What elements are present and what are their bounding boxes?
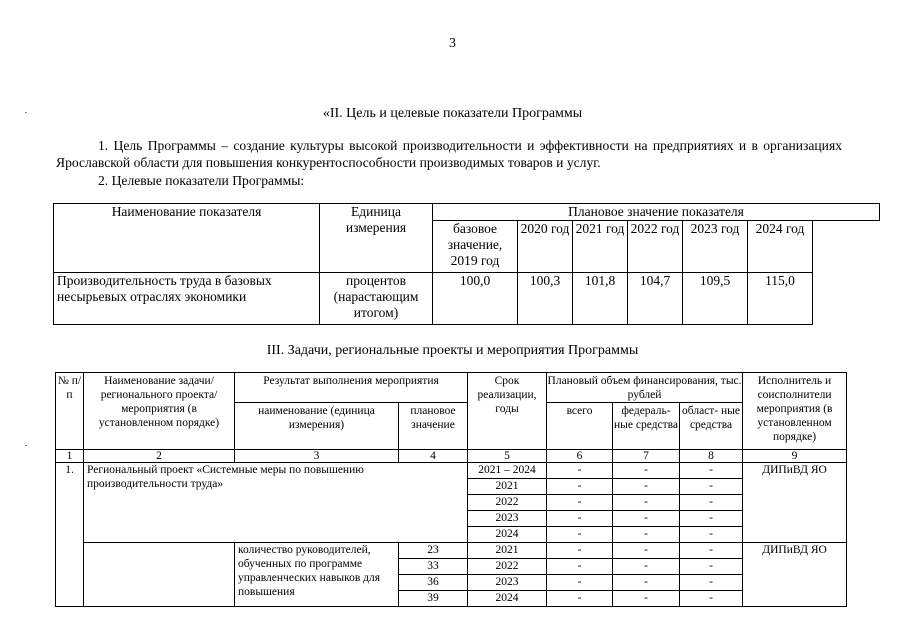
term-cell: 2021 bbox=[468, 479, 547, 495]
paragraph-goal: 1. Цель Программы – создание культуры высокой производительности и эффективности на предприятиях и в организациях Ярославской области для повышения конкурентоспособности производимых товаров и услуг. bbox=[56, 138, 842, 170]
total-cell: - bbox=[547, 591, 613, 607]
regional-cell: - bbox=[680, 511, 743, 527]
federal-cell: - bbox=[613, 559, 680, 575]
header-year-2024: 2024 год bbox=[748, 221, 813, 273]
header-unit: Единица измерения bbox=[320, 204, 433, 273]
header-result-name: наименование (единица измерения) bbox=[235, 403, 399, 450]
header-year-2021: 2021 год bbox=[573, 221, 628, 273]
indicator-2022: 104,7 bbox=[628, 273, 683, 325]
header-task: Наименование задачи/ регионального проекта/ мероприятия (в установленном порядке) bbox=[84, 373, 235, 450]
federal-cell: - bbox=[613, 463, 680, 479]
header-year-2023: 2023 год bbox=[683, 221, 748, 273]
column-number: 6 bbox=[547, 450, 613, 463]
federal-cell: - bbox=[613, 527, 680, 543]
regional-cell: - bbox=[680, 559, 743, 575]
empty-cell bbox=[84, 543, 235, 607]
regional-cell: - bbox=[680, 591, 743, 607]
regional-cell: - bbox=[680, 575, 743, 591]
total-cell: - bbox=[547, 463, 613, 479]
page-number: 3 bbox=[449, 36, 456, 51]
term-cell: 2022 bbox=[468, 559, 547, 575]
column-number: 5 bbox=[468, 450, 547, 463]
header-result: Результат выполнения мероприятия bbox=[235, 373, 468, 403]
federal-cell: - bbox=[613, 479, 680, 495]
result-name: количество руководителей, обученных по программе управленческих навыков для повышения bbox=[235, 543, 399, 607]
header-num: № п/п bbox=[56, 373, 84, 450]
federal-cell: - bbox=[613, 495, 680, 511]
regional-cell: - bbox=[680, 543, 743, 559]
header-planned-value: Плановое значение показателя bbox=[433, 204, 880, 221]
term-cell: 2022 bbox=[468, 495, 547, 511]
header-regional: област- ные средства bbox=[680, 403, 743, 450]
header-term: Срок реализации, годы bbox=[468, 373, 547, 450]
header-result-plan: плановое значение bbox=[399, 403, 468, 450]
total-cell: - bbox=[547, 495, 613, 511]
total-cell: - bbox=[547, 543, 613, 559]
table-row bbox=[56, 543, 847, 559]
indicator-2023: 109,5 bbox=[683, 273, 748, 325]
plan-cell: 36 bbox=[399, 575, 468, 591]
header-federal: федераль- ные средства bbox=[613, 403, 680, 450]
header-year-2022: 2022 год bbox=[628, 221, 683, 273]
project-name: Региональный проект «Системные меры по повышению производительности труда» bbox=[84, 463, 468, 543]
header-total: всего bbox=[547, 403, 613, 450]
federal-cell: - bbox=[613, 511, 680, 527]
total-cell: - bbox=[547, 575, 613, 591]
header-year-2020: 2020 год bbox=[518, 221, 573, 273]
section-title: «II. Цель и целевые показатели Программы bbox=[322, 106, 583, 121]
header-funding: Плановый объем финансирования, тыс. рублей bbox=[547, 373, 743, 403]
column-numbers-row bbox=[56, 450, 847, 463]
tasks-table bbox=[55, 372, 847, 607]
plan-cell: 23 bbox=[399, 543, 468, 559]
project-number: 1. bbox=[56, 463, 84, 479]
empty-cell bbox=[56, 511, 84, 527]
column-number: 1 bbox=[56, 450, 84, 463]
empty-cell bbox=[56, 543, 84, 607]
regional-cell: - bbox=[680, 463, 743, 479]
indicator-2024: 115,0 bbox=[748, 273, 813, 325]
empty-cell bbox=[56, 479, 84, 495]
header-indicator-name: Наименование показателя bbox=[54, 204, 320, 273]
project-executor: ДИПиВД ЯО bbox=[743, 463, 847, 543]
table-row bbox=[54, 273, 880, 325]
plan-cell: 39 bbox=[399, 591, 468, 607]
term-cell: 2023 bbox=[468, 575, 547, 591]
regional-cell: - bbox=[680, 495, 743, 511]
plan-cell: 33 bbox=[399, 559, 468, 575]
federal-cell: - bbox=[613, 543, 680, 559]
term-cell: 2024 bbox=[468, 591, 547, 607]
total-cell: - bbox=[547, 559, 613, 575]
indicator-unit: процентов (нарастающим итогом) bbox=[320, 273, 433, 325]
column-number: 2 bbox=[84, 450, 235, 463]
regional-cell: - bbox=[680, 527, 743, 543]
edge-mark bbox=[25, 445, 27, 446]
empty-cell bbox=[56, 495, 84, 511]
indicator-2021: 101,8 bbox=[573, 273, 628, 325]
term-cell: 2021 – 2024 bbox=[468, 463, 547, 479]
indicator-2020: 100,3 bbox=[518, 273, 573, 325]
result-executor: ДИПиВД ЯО bbox=[743, 543, 847, 607]
regional-cell: - bbox=[680, 479, 743, 495]
table-row bbox=[56, 463, 847, 479]
federal-cell: - bbox=[613, 575, 680, 591]
header-base-value: базовое значение, 2019 год bbox=[433, 221, 518, 273]
column-number: 4 bbox=[399, 450, 468, 463]
column-number: 8 bbox=[680, 450, 743, 463]
total-cell: - bbox=[547, 511, 613, 527]
column-number: 7 bbox=[613, 450, 680, 463]
term-cell: 2024 bbox=[468, 527, 547, 543]
column-number: 3 bbox=[235, 450, 399, 463]
term-cell: 2023 bbox=[468, 511, 547, 527]
paragraph-indicators: 2. Целевые показатели Программы: bbox=[98, 173, 305, 188]
empty-cell bbox=[56, 527, 84, 543]
section-title: III. Задачи, региональные проекты и мероприятия Программы bbox=[266, 343, 639, 358]
total-cell: - bbox=[547, 479, 613, 495]
indicator-base: 100,0 bbox=[433, 273, 518, 325]
total-cell: - bbox=[547, 527, 613, 543]
header-executors: Исполнитель и соисполнители мероприятия (в установленном порядке) bbox=[743, 373, 847, 450]
column-number: 9 bbox=[743, 450, 847, 463]
indicator-name: Производительность труда в базовых несырьевых отраслях экономики bbox=[54, 273, 320, 325]
indicators-table bbox=[53, 203, 880, 325]
federal-cell: - bbox=[613, 591, 680, 607]
term-cell: 2021 bbox=[468, 543, 547, 559]
